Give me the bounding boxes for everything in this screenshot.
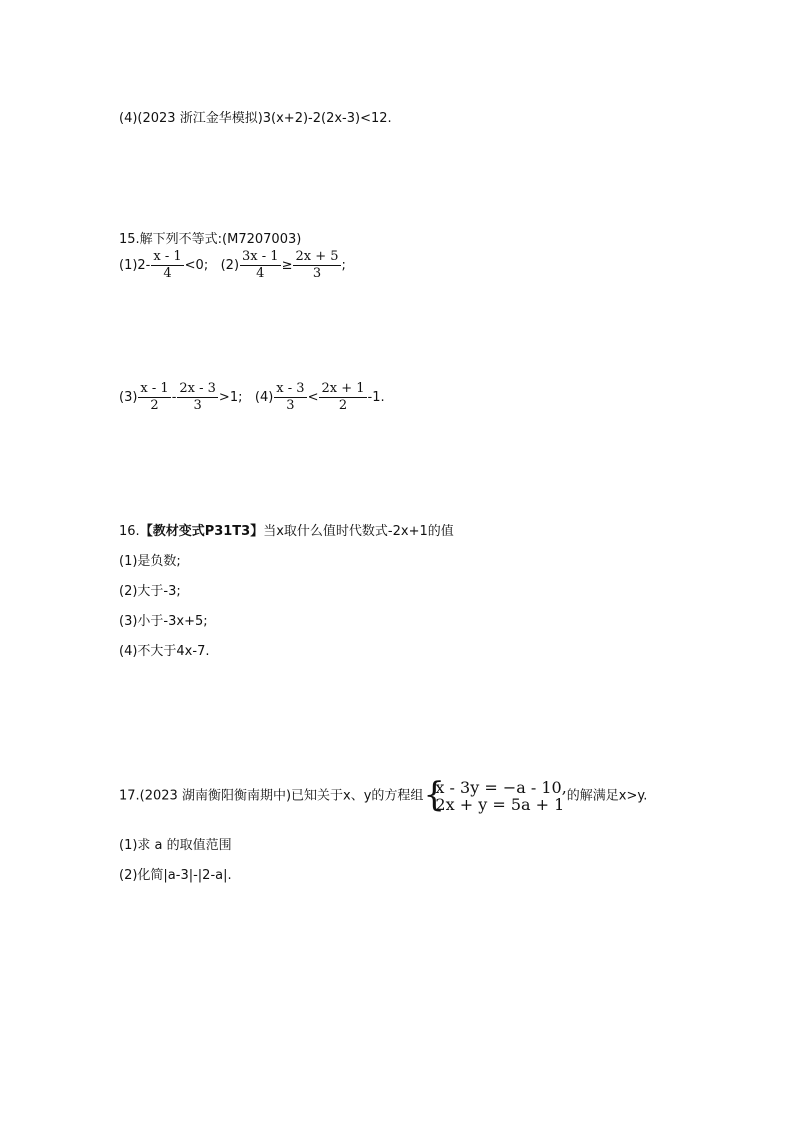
fraction (151, 249, 183, 282)
denominator: 2 (338, 398, 348, 413)
problem-16-text: 当x取什么值时代数式-2x+1的值 (263, 524, 454, 539)
textbook-variant-tag: 【教材变式P31T3】 (139, 524, 264, 539)
problem-15-part-1-suffix: <0; (184, 258, 209, 273)
numerator: 3x - 1 (242, 249, 279, 264)
denominator: 3 (193, 398, 202, 413)
fraction (138, 381, 170, 414)
denominator: 3 (312, 266, 322, 281)
problem-16-item-2 (119, 580, 181, 599)
left-brace-glyph: { (423, 775, 446, 815)
denominator: 4 (256, 266, 265, 281)
problem-15-header (119, 228, 301, 247)
numerator: 2x + 1 (321, 381, 365, 396)
equation-system (423, 775, 567, 815)
problem-17-item-1 (119, 834, 232, 853)
problem-14-part-4 (119, 107, 392, 126)
numerator: x - 1 (153, 249, 182, 264)
operator: - (171, 390, 177, 405)
item-text: (1)是负数; (119, 554, 181, 569)
problem-15-row-2 (119, 381, 385, 414)
equation-1: x - 3y = −a - 10, (435, 778, 567, 797)
fraction (319, 381, 366, 414)
problem-14-part-4-text: (4)(2023 浙江金华模拟)3(x+2)-2(2x-3)<12. (119, 111, 392, 126)
problem-16-number: 16. (119, 524, 140, 539)
numerator: 2x + 5 (295, 249, 339, 264)
problem-16-header (119, 520, 454, 539)
problem-15-row-1 (119, 249, 346, 282)
problem-16-item-1 (119, 550, 181, 569)
fraction (177, 381, 218, 414)
numerator: x - 1 (140, 381, 169, 396)
item-text: (4)不大于4x-7. (119, 644, 210, 659)
problem-15-part-2-suffix: ; (341, 258, 346, 273)
problem-16-item-3 (119, 610, 208, 629)
item-text: (2)大于-3; (119, 584, 181, 599)
item-text: (3)小于-3x+5; (119, 614, 208, 629)
problem-17-header (119, 775, 648, 815)
fraction (293, 249, 340, 282)
item-text: (2)化简|a-3|-|2-a|. (119, 868, 232, 883)
problem-15-part-1-prefix: (1)2- (119, 258, 151, 273)
problem-17-item-2 (119, 864, 232, 883)
problem-15-part-3-suffix: >1; (218, 390, 243, 405)
numerator: 2x - 3 (179, 381, 216, 396)
problem-17-suffix: 的解满足x>y. (566, 788, 648, 804)
problem-15-part-4-prefix: (4) (254, 390, 274, 405)
denominator: 2 (150, 398, 159, 413)
problem-15-part-3-prefix: (3) (119, 390, 138, 405)
equation-2: 2x + y = 5a + 1 (435, 795, 565, 814)
problem-17-prefix: 17.(2023 湖南衡阳衡南期中)已知关于x、y的方程组 (119, 788, 424, 804)
denominator: 4 (163, 266, 172, 281)
problem-15-part-4-suffix: -1. (367, 390, 385, 405)
denominator: 3 (286, 398, 295, 413)
operator: < (307, 390, 319, 405)
problem-16-item-4 (119, 640, 209, 659)
operator: ≥ (281, 258, 293, 273)
problem-15-part-2-prefix: (2) (220, 258, 240, 273)
fraction (240, 249, 281, 282)
problem-15-header-text: 15.解下列不等式:(M7207003) (119, 232, 302, 247)
numerator: x - 3 (276, 381, 305, 396)
item-text: (1)求 a 的取值范围 (119, 838, 232, 853)
fraction (274, 381, 306, 414)
